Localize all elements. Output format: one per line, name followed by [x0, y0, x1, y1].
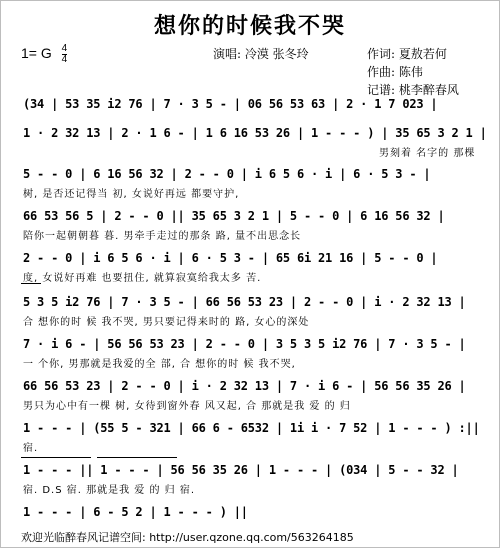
segno-mark-line [21, 283, 41, 284]
score-line-11-notes: 1 - - - | 6 - 5 2 | 1 - - - ) || [23, 505, 248, 519]
score-line-7-notes: 7 · i 6 - | 56 56 53 23 | 2 - - 0 | 3 5 3 5 i2 76 | 7 · 3 5 - | [23, 337, 466, 351]
volta-1-bracket [21, 457, 91, 458]
score-line-6-lyrics: 合 想你的时 候 我不哭, 男只要记得来时的 路, 女心的深处 [23, 317, 310, 328]
score-line-9-notes: 1 - - - | (55 5 - 321 | 66 6 - 6532 | 1i i · 7 52 | 1 - - - ) :|| [23, 421, 480, 435]
score-line-5-lyrics: 度, 女说好再难 也要扭住, 就算寂寞给我太多 苦. [23, 273, 262, 284]
score-line-3-notes: 5 - - 0 | 6 16 56 32 | 2 - - 0 | i 6 5 6 · i | 6 · 5 3 - | [23, 167, 431, 181]
score-line-7-lyrics: 一 个你, 男那就是我爱的全 部, 合 想你的时 候 我不哭, [23, 359, 296, 370]
time-signature [62, 44, 68, 65]
time-top: 4 [61, 43, 68, 54]
score-line-2-notes: 1 · 2 32 13 | 2 · 1 6 - | 1 6 16 53 26 | 1 - - - ) | 35 65 3 2 1 | [23, 126, 487, 140]
score-line-10-notes: 1 - - - || 1 - - - | 56 56 35 26 | 1 - - - | (034 | 5 - - 32 | [23, 463, 459, 477]
score-line-2-lyrics: 男刻着 名字的 那棵 [379, 148, 476, 159]
volta-2-bracket [97, 457, 177, 458]
key-signature [21, 44, 67, 65]
singers-credit: 演唱: 冷漠 张冬玲 [213, 47, 309, 61]
score-line-10-lyrics: 宿. D.S 宿. 那就是我 爱 的 归 宿. [23, 485, 196, 496]
song-title: 想你的时候我不哭 [153, 13, 346, 39]
footer-credit: 欢迎光临醉春风记谱空间: http://user.qzone.qq.com/563264185 [21, 531, 354, 544]
key-label: 1= G [21, 45, 52, 62]
score-line-4-notes: 66 53 56 5 | 2 - - 0 || 35 65 3 2 1 | 5 - - 0 | 6 16 56 32 | [23, 209, 445, 223]
score-line-8-lyrics: 男只为心中有一棵 树, 女待到窗外春 风又起, 合 那就是我 爱 的 归 [23, 401, 351, 412]
score-line-9-lyrics: 宿. [23, 443, 39, 454]
score-line-5-notes: 2 - - 0 | i 6 5 6 · i | 6 · 5 3 - | 65 6i 21 16 | 5 - - 0 | [23, 251, 438, 265]
transcriber-credit: 记谱: 桃李醉春风 [367, 83, 459, 97]
score-line-4-lyrics: 陪你一起朝朝暮 暮. 男牵手走过的那条 路, 量不出思念长 [23, 231, 302, 242]
score-line-1-notes: (34 | 53 35 i2 76 | 7 · 3 5 - | 06 56 53 63 | 2 · 1 7 023 | [23, 97, 438, 111]
score-line-6-notes: 5 3 5 i2 76 | 7 · 3 5 - | 66 56 53 23 | 2 - - 0 | i · 2 32 13 | [23, 295, 466, 309]
score-line-8-notes: 66 56 53 23 | 2 - - 0 | i · 2 32 13 | 7 · i 6 - | 56 56 35 26 | [23, 379, 466, 393]
composer-credit: 作曲: 陈伟 [367, 65, 423, 79]
score-line-3-lyrics: 树, 是否还记得当 初, 女说好再远 都要守护, [23, 189, 240, 200]
lyricist-credit: 作词: 夏敖若何 [367, 47, 447, 61]
time-bottom: 4 [61, 54, 68, 65]
